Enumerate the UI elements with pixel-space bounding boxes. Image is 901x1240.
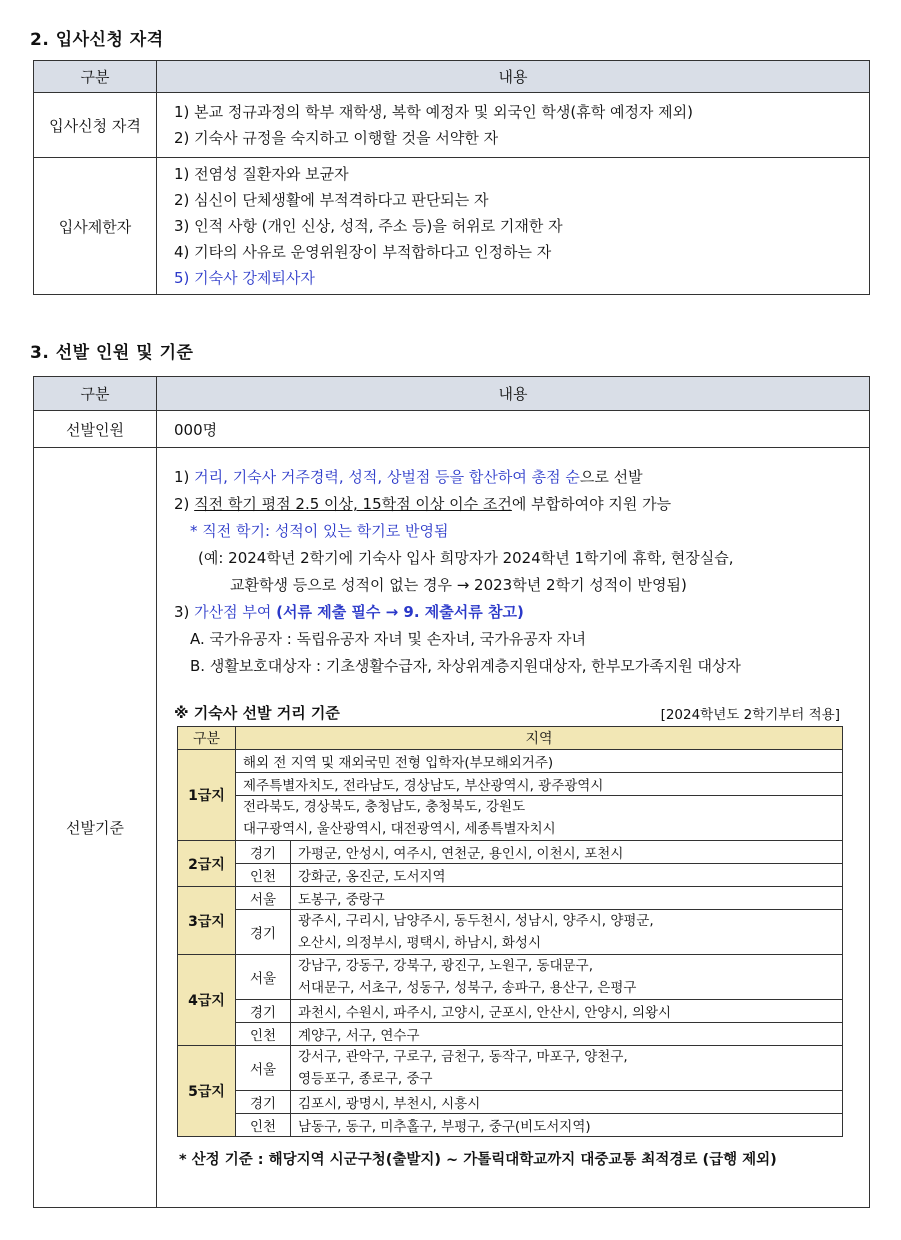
region-text: 강서구, 관악구, 구로구, 금천구, 동작구, 마포구, 양천구, 영등포구, 종로구, 중구 <box>291 1046 843 1091</box>
grade-4: 4급지 <box>178 955 236 1046</box>
region-name: 경기 <box>236 1000 291 1023</box>
header-category: 구분 <box>34 61 157 93</box>
region-name: 경기 <box>236 1091 291 1114</box>
selection-count: 000명 <box>157 411 870 448</box>
region-name: 서울 <box>236 955 291 1000</box>
grade-2: 2급지 <box>178 841 236 887</box>
region-text: 전라북도, 경상북도, 충청남도, 충청북도, 강원도 대구광역시, 울산광역시, 대전광역시, 세종특별자치시 <box>236 796 843 841</box>
region-name: 서울 <box>236 1046 291 1091</box>
region-name: 인천 <box>236 1023 291 1046</box>
distance-note: [2024학년도 2학기부터 적용] <box>660 707 840 723</box>
restricted-line: 2) 심신이 단체생활에 부적격하다고 판단되는 자 <box>174 191 489 209</box>
region-text: 도봉구, 중랑구 <box>291 887 843 910</box>
grade-5: 5급지 <box>178 1046 236 1137</box>
dist-header-region: 지역 <box>236 727 843 750</box>
row-label-criteria: 선발기준 <box>34 448 157 1208</box>
criterion-3-a: A. 국가유공자 : 독립유공자 자녀 및 손자녀, 국가유공자 자녀 <box>190 630 587 648</box>
criterion-3-b: B. 생활보호대상자 : 기초생활수급자, 차상위계층지원대상자, 한부모가족지원 대상자 <box>190 657 741 675</box>
region-text: 강남구, 강동구, 강북구, 광진구, 노원구, 동대문구, 서대문구, 서초구, 성동구, 성북구, 송파구, 용산구, 은평구 <box>291 955 843 1000</box>
section-2-title: 2. 입사신청 자격 <box>30 30 164 50</box>
section-3-title: 3. 선발 인원 및 기준 <box>30 343 194 363</box>
dist-header-grade: 구분 <box>178 727 236 750</box>
region-text: 계양구, 서구, 연수구 <box>291 1023 843 1046</box>
row-label-eligibility: 입사신청 자격 <box>34 93 157 158</box>
row-label-restricted: 입사제한자 <box>34 158 157 295</box>
region-text: 김포시, 광명시, 부천시, 시흥시 <box>291 1091 843 1114</box>
criterion-3: 3) 가산점 부여 (서류 제출 필수 → 9. 제출서류 참고) <box>174 603 524 621</box>
criterion-2-note: * 직전 학기: 성적이 있는 학기로 반영됨 <box>190 522 449 540</box>
restricted-line: 5) 기숙사 강제퇴사자 <box>174 269 315 287</box>
criterion-2: 2) 직전 학기 평점 2.5 이상, 15학점 이상 이수 조건에 부합하여야 지원 가능 <box>174 495 672 513</box>
region-name: 인천 <box>236 864 291 887</box>
region-text: 과천시, 수원시, 파주시, 고양시, 군포시, 안산시, 안양시, 의왕시 <box>291 1000 843 1023</box>
region-text: 제주특별자치도, 전라남도, 경상남도, 부산광역시, 광주광역시 <box>236 773 843 796</box>
distance-table <box>177 726 843 1137</box>
restricted-line: 3) 인적 사항 (개인 신상, 성적, 주소 등)을 허위로 기재한 자 <box>174 217 563 235</box>
region-name: 경기 <box>236 910 291 955</box>
region-text: 남동구, 동구, 미추홀구, 부평구, 중구(비도서지역) <box>291 1114 843 1137</box>
restricted-line: 4) 기타의 사유로 운영위원장이 부적합하다고 인정하는 자 <box>174 243 552 261</box>
criterion-2-example: 교환학생 등으로 성적이 없는 경우 → 2023학년 2학기 성적이 반영됨) <box>230 576 687 594</box>
criteria-content <box>157 448 870 1208</box>
row-label-count: 선발인원 <box>34 411 157 448</box>
criterion-2-example: (예: 2024학년 2학기에 기숙사 입사 희망자가 2024학년 1학기에 휴학, 현장실습, <box>198 549 734 567</box>
region-text: 해외 전 지역 및 재외국민 전형 입학자(부모해외거주) <box>236 750 843 773</box>
restricted-line: 1) 전염성 질환자와 보균자 <box>174 165 349 183</box>
grade-1: 1급지 <box>178 750 236 841</box>
calculation-basis: * 산정 기준 : 해당지역 시군구청(출발지) ~ 가톨릭대학교까지 대중교통 최적경로 (급행 제외) <box>179 1152 777 1168</box>
grade-3: 3급지 <box>178 887 236 955</box>
distance-title: ※ 기숙사 선발 거리 기준 <box>174 704 340 722</box>
header-content: 내용 <box>157 377 870 411</box>
header-category: 구분 <box>34 377 157 411</box>
region-text: 광주시, 구리시, 남양주시, 동두천시, 성남시, 양주시, 양평군, 오산시, 의정부시, 평택시, 하남시, 화성시 <box>291 910 843 955</box>
eligibility-line: 1) 본교 정규과정의 학부 재학생, 복학 예정자 및 외국인 학생(휴학 예정자 제외) <box>174 103 694 121</box>
eligibility-line: 2) 기숙사 규정을 숙지하고 이행할 것을 서약한 자 <box>174 129 499 147</box>
region-name: 경기 <box>236 841 291 864</box>
selection-table <box>33 376 870 1208</box>
region-name: 서울 <box>236 887 291 910</box>
criterion-1: 1) 거리, 기숙사 거주경력, 성적, 상벌점 등을 합산하여 총점 순으로 선발 <box>174 468 643 486</box>
eligibility-table <box>33 60 870 295</box>
region-name: 인천 <box>236 1114 291 1137</box>
header-content: 내용 <box>157 61 870 93</box>
region-text: 가평군, 안성시, 여주시, 연천군, 용인시, 이천시, 포천시 <box>291 841 843 864</box>
region-text: 강화군, 옹진군, 도서지역 <box>291 864 843 887</box>
